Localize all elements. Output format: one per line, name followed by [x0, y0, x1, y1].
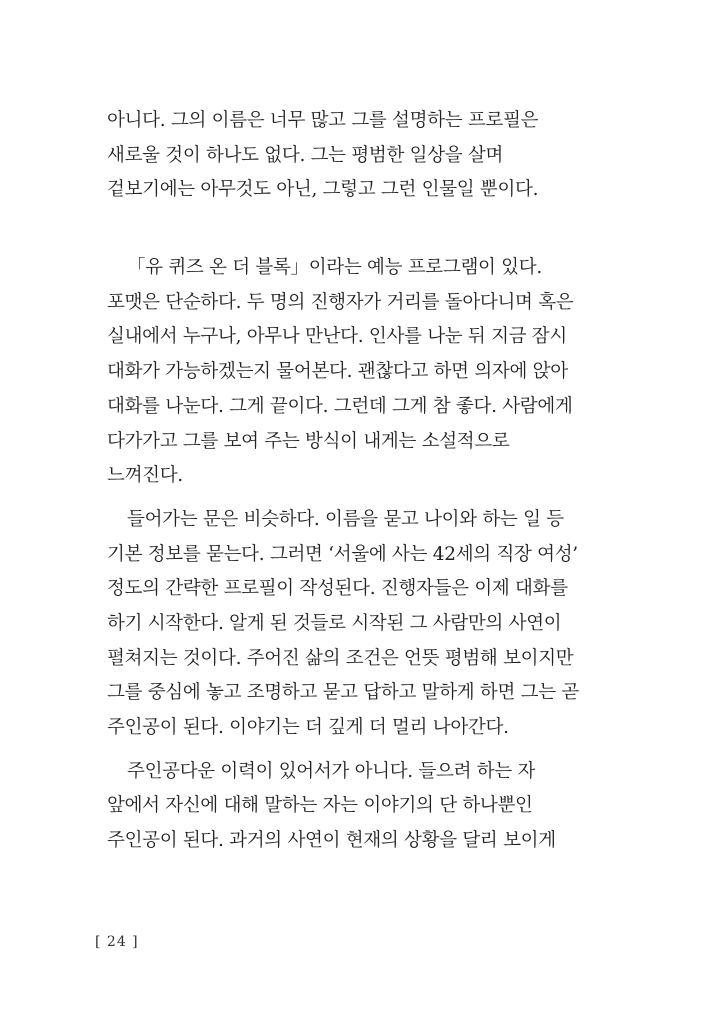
text-line: 다가가고 그를 보여 주는 방식이 내게는 소설적으로 [107, 430, 510, 452]
paragraph-2 [107, 251, 607, 494]
text-line: 겉보기에는 아무것도 아닌, 그렇고 그런 인물일 뿐이다. [107, 179, 539, 201]
text-line: 아니다. 그의 이름은 너무 많고 그를 설명하는 프로필은 [107, 110, 539, 131]
text-line: 주인공이 된다. 과거의 사연이 현재의 상황을 달리 보이게 [107, 830, 556, 852]
text-line: 「유 퀴즈 온 더 블록」이라는 예능 프로그램이 있다. [127, 257, 542, 279]
text-line: 기본 정보를 묻는다. 그러면 ‘서울에 사는 42세의 직장 여성’ [107, 543, 578, 565]
text-line: 대화가 가능하겠는지 물어본다. 괜찮다고 하면 의자에 앉아 [107, 361, 568, 383]
text-line: 정도의 간략한 프로필이 작성된다. 진행자들은 이제 대화를 [107, 578, 568, 600]
text-line: 느껴진다. [107, 465, 183, 487]
text-line: 들어가는 문은 비슷하다. 이름을 묻고 나이와 하는 일 등 [127, 508, 564, 530]
text-line: 대화를 나눈다. 그게 끝이다. 그런데 그게 참 좋다. 사람에게 [107, 395, 573, 417]
paragraph-4 [107, 755, 607, 859]
text-line: 하기 시작한다. 알게 된 것들로 시작된 그 사람만의 사연이 [107, 612, 562, 634]
text-line: 그를 중심에 놓고 조명하고 묻고 답하고 말하게 하면 그는 곧 [107, 682, 579, 704]
text-line: 주인공이 된다. 이야기는 더 깊게 더 멀리 나아간다. [107, 717, 509, 738]
paragraph-3 [107, 503, 607, 746]
text-line: 포맷은 단순하다. 두 명의 진행자가 거리를 돌아다니며 혹은 [107, 291, 574, 313]
text-line: 실내에서 누구나, 아무나 만난다. 인사를 나눈 뒤 지금 잠시 [107, 326, 567, 348]
text-line: 앞에서 자신에 대해 말하는 자는 이야기의 단 하나뿐인 [107, 795, 533, 817]
page-number: [ 24 ] [95, 934, 139, 950]
text-line: 새로울 것이 하나도 없다. 그는 평범한 일상을 살며 [107, 144, 504, 166]
paragraph-1 [107, 104, 607, 208]
body-text [107, 104, 607, 859]
text-line: 주인공다운 이력이 있어서가 아니다. 들으려 하는 자 [127, 760, 536, 782]
text-line: 펼쳐지는 것이다. 주어진 삶의 조건은 언뜻 평범해 보이지만 [107, 647, 574, 669]
